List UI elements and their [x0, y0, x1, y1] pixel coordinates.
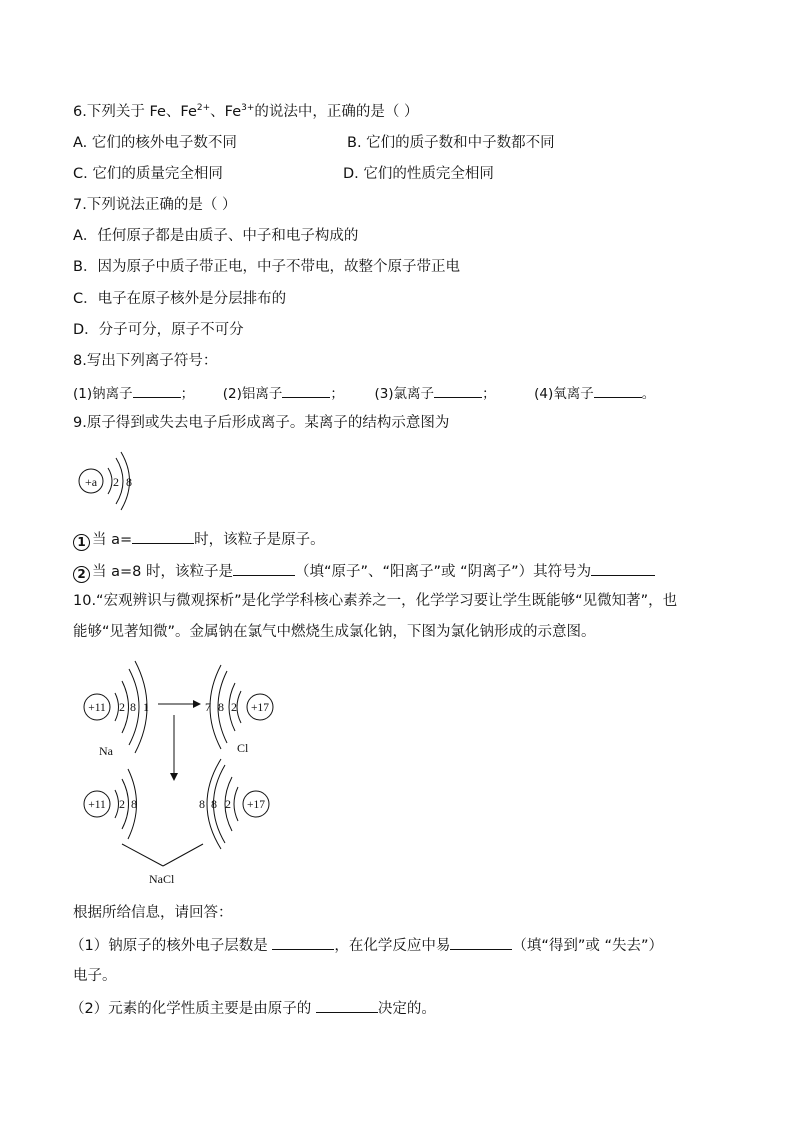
- q9-item-1: 1 当 a= 时，该粒子是原子。: [73, 528, 325, 551]
- cl-ion-shell-4: [234, 787, 238, 821]
- down-arrow-icon: [170, 773, 178, 781]
- cl-electrons-1: 2: [231, 700, 237, 714]
- q7-option-c: C．电子在原子核外是分层排布的: [73, 291, 287, 307]
- na-ion-electrons-1: 2: [119, 797, 125, 811]
- q6-option-b: B. 它们的质子数和中子数都不同: [347, 135, 555, 151]
- cl-electrons-2: 8: [218, 700, 224, 714]
- cl-ion-electrons-1: 2: [225, 797, 231, 811]
- q8-stem: 8.写出下列离子符号：: [73, 353, 218, 369]
- cl-ion-electrons-2: 8: [211, 797, 217, 811]
- q10-sub-1-continued: 电子。: [73, 968, 117, 984]
- na-electrons-3: 1: [143, 700, 149, 714]
- q8-part-1: (1)钠离子: [73, 386, 133, 402]
- nacl-formation-diagram: [75, 655, 305, 895]
- na-nucleus-charge: +11: [88, 702, 106, 714]
- q8-blank-4[interactable]: [594, 382, 642, 398]
- q10-blank-shells[interactable]: [272, 934, 334, 950]
- bond-line-left: [122, 844, 163, 866]
- q7-option-a: A．任何原子都是由质子、中子和电子构成的: [73, 228, 359, 244]
- q8-blank-2[interactable]: [282, 382, 330, 398]
- q6-option-d: D. 它们的性质完全相同: [343, 166, 494, 182]
- right-arrow-icon: [193, 700, 201, 708]
- q7-stem: 7.下列说法正确的是（ ）: [73, 197, 237, 213]
- cl-electrons-3: 7: [205, 700, 211, 714]
- nucleus-charge: +a: [84, 475, 98, 489]
- nacl-label: NaCl: [149, 872, 175, 886]
- q9-ion-diagram: [72, 446, 152, 518]
- shell-1-electrons: 2: [113, 475, 119, 489]
- shell-2-electrons: 8: [126, 475, 132, 489]
- q8-blank-3[interactable]: [434, 382, 482, 398]
- q6-option-c: C. 它们的质量完全相同: [73, 166, 223, 182]
- q9-blank-symbol[interactable]: [591, 560, 655, 576]
- na-ion-nucleus-charge: +11: [88, 799, 106, 811]
- na-ion-electrons-2: 8: [131, 797, 137, 811]
- q10-blank-gain-lose[interactable]: [450, 934, 512, 950]
- q8-part-3: (3)氯离子: [374, 386, 435, 402]
- q10-sub-1: （1）钠原子的核外电子层数是 ，在化学反应中易 （填“得到”或 “失去”）: [70, 934, 663, 956]
- cl-nucleus-charge: +17: [251, 702, 269, 714]
- q10-sub-2: （2）元素的化学性质主要是由原子的 决定的。: [70, 997, 436, 1019]
- q10-blank-property[interactable]: [316, 997, 378, 1013]
- na-electrons-2: 8: [130, 700, 136, 714]
- q10-stem-line-1: 10.“宏观辨识与微观探析”是化学学科核心素养之一，化学学习要让学生既能够“见微知著”，也: [73, 593, 678, 609]
- q6-stem: 6.下列关于 Fe、$Fe^{2+}$、$Fe^{3+}$的说法中，正确的是（ ）: [73, 103, 419, 120]
- bond-line-right: [163, 844, 203, 866]
- na-ion-shell-1: [115, 790, 119, 818]
- cl-ion-nucleus-charge: +17: [247, 799, 265, 811]
- q9-item-2: 2 当 a=8 时，该粒子是 （填“原子”、“阳离子”或 “阴离子”）其符号为: [73, 560, 655, 583]
- na-electrons-1: 2: [119, 700, 125, 714]
- cl-label: Cl: [237, 741, 249, 755]
- cl-shell-4: [237, 691, 241, 723]
- q8-blank-1[interactable]: [133, 382, 181, 398]
- q9-blank-type[interactable]: [233, 560, 295, 576]
- na-shell-1: [115, 693, 119, 721]
- q6-option-a: A. 它们的核外电子数不同: [73, 135, 237, 151]
- na-label: Na: [99, 744, 113, 758]
- q7-option-d: D．分子可分，原子不可分: [73, 322, 244, 338]
- q7-option-b: B．因为原子中质子带正电，中子不带电，故整个原子带正电: [73, 259, 460, 275]
- shell-arc-1: [108, 468, 112, 494]
- q8-parts: (1)钠离子 ； (2)铝离子 ； (3)氯离子 ； (4)氧离子 。: [73, 382, 655, 404]
- q9-stem: 9.原子得到或失去电子后形成离子。某离子的结构示意图为: [73, 415, 450, 431]
- q10-stem-line-2: 能够“见著知微”。金属钠在氯气中燃烧生成氯化钠，下图为氯化钠形成的示意图。: [73, 624, 596, 640]
- q9-blank-a[interactable]: [132, 528, 194, 544]
- q10-prompt: 根据所给信息，请回答：: [73, 905, 233, 921]
- q8-part-4: (4)氧离子: [534, 386, 594, 402]
- cl-ion-electrons-3: 8: [199, 797, 205, 811]
- q8-part-2: (2)铝离子: [222, 386, 283, 402]
